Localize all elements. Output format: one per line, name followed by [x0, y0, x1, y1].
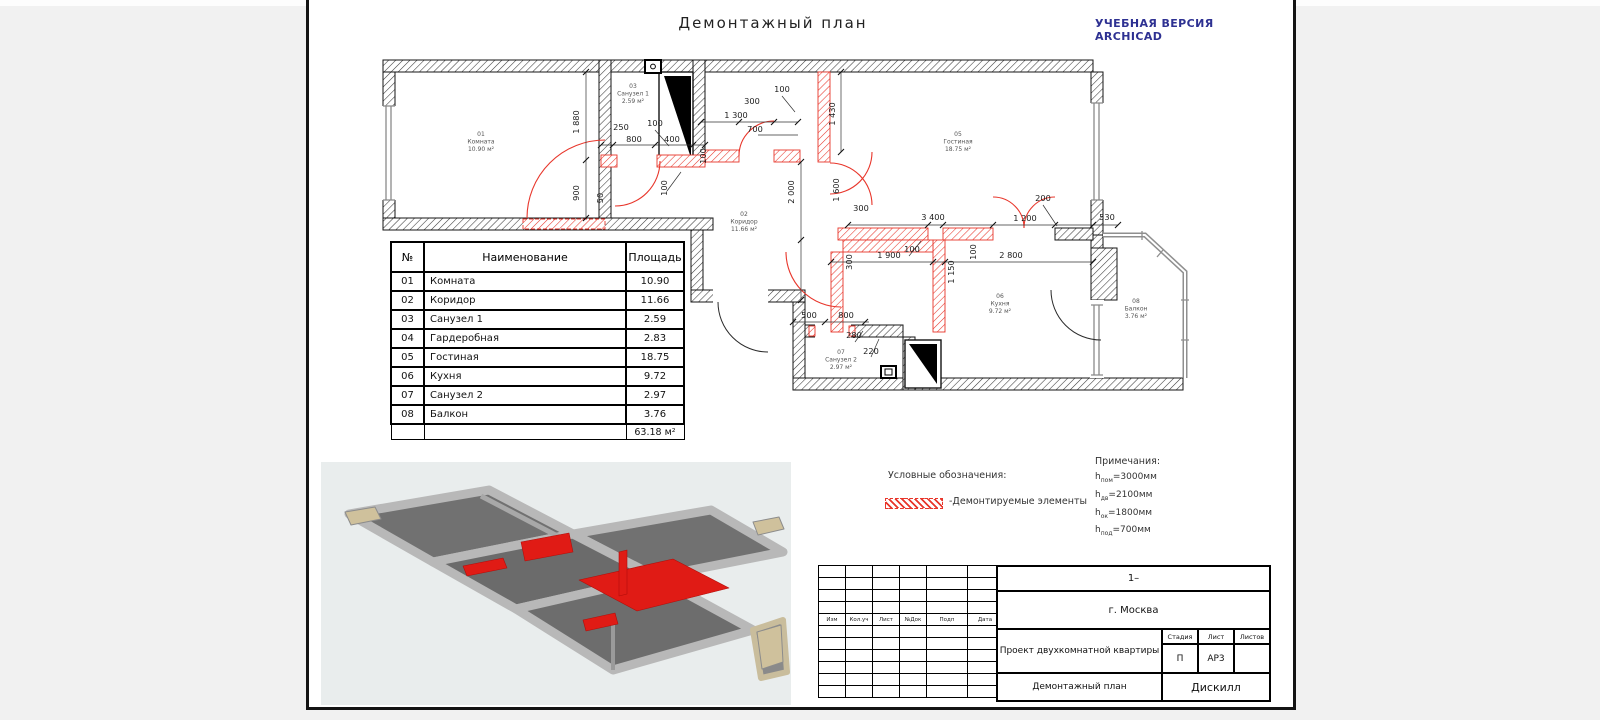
table-row [391, 310, 684, 329]
rev-header-cell: Изм [819, 614, 846, 626]
rev-empty-cell [819, 578, 846, 590]
rev-header-cell: Кол.уч [846, 614, 873, 626]
rev-empty-cell [819, 638, 846, 650]
rev-empty-cell [927, 686, 968, 698]
table-cell-name: Кухня [424, 367, 626, 386]
rev-empty-cell [900, 590, 927, 602]
dimension-label: 1 900 [877, 250, 901, 260]
rev-empty-cell [900, 566, 927, 578]
sheets-value-cell [1233, 643, 1271, 674]
rev-empty-cell [900, 674, 927, 686]
rev-empty-cell [927, 662, 968, 674]
table-cell-name: Комната [424, 272, 626, 291]
rev-empty-cell [846, 686, 873, 698]
dimension-label: 100 [647, 118, 663, 128]
rev-empty-cell [819, 626, 846, 638]
legend-demolition-label: -Демонтируемые элементы [949, 496, 1088, 507]
rev-empty-cell [873, 686, 900, 698]
rev-empty-cell [927, 578, 968, 590]
rev-empty-cell [846, 590, 873, 602]
rev-empty-cell [846, 578, 873, 590]
dimension-label: 500 [801, 310, 817, 320]
table-cell-num: 07 [391, 386, 424, 405]
table-row [391, 272, 684, 291]
table-row [391, 405, 684, 424]
dimension-label: 300 [744, 96, 760, 106]
dimension-label: 250 [613, 122, 629, 132]
room-label: 05 Гостиная 18.75 м² [943, 131, 973, 153]
dimension-label: 2 800 [999, 250, 1023, 260]
rooms-table [390, 241, 685, 440]
title-block [818, 565, 1271, 702]
city-cell: г. Москва [996, 590, 1271, 630]
rev-empty-cell [900, 638, 927, 650]
table-cell-name: Балкон [424, 405, 626, 424]
notes-list [1095, 470, 1157, 541]
dimension-label: 220 [863, 346, 879, 356]
col-header-name: Наименование [424, 242, 626, 272]
rev-empty-cell [900, 686, 927, 698]
rev-empty-cell [819, 602, 846, 614]
rev-empty-cell [927, 602, 968, 614]
table-cell-area: 2.59 [626, 310, 684, 329]
room-label: 02 Коридор 11.66 м² [730, 211, 758, 233]
dimension-label: 50 [595, 192, 605, 204]
legend-title: Условные обозначения: [888, 470, 1007, 481]
table-cell-area: 18.75 [626, 348, 684, 367]
rev-empty-cell [846, 650, 873, 662]
dimension-label: 900 [571, 185, 581, 201]
table-cell-area: 11.66 [626, 291, 684, 310]
drawing-sheet [306, 0, 1296, 710]
table-cell-area: 3.76 [626, 405, 684, 424]
rev-empty-cell [846, 638, 873, 650]
project-title-cell: Проект двухкомнатной квартиры [996, 628, 1163, 674]
rev-empty-cell [846, 566, 873, 578]
dimension-label: 400 [664, 134, 680, 144]
rev-empty-cell [927, 674, 968, 686]
note-item: $h_{дв}=2100мм$ [1095, 489, 1153, 502]
dimension-label: 100 [659, 180, 669, 196]
dimension-label: 280 [846, 330, 862, 340]
table-cell-name: Санузел 2 [424, 386, 626, 405]
dimension-label: 1 880 [571, 110, 581, 134]
note-item: $h_{под}=700мм$ [1095, 525, 1151, 538]
dimension-label: 3 400 [921, 212, 945, 222]
dimension-label: 100 [698, 148, 708, 164]
table-cell-area: 2.97 [626, 386, 684, 405]
dimension-label: 1 430 [827, 102, 837, 126]
table-cell-name: Коридор [424, 291, 626, 310]
dimension-label: 200 [1035, 193, 1051, 203]
rev-empty-cell [846, 662, 873, 674]
room-label: 06 Кухня 9.72 м² [988, 293, 1012, 315]
sheet-value-cell: АР3 [1197, 643, 1235, 674]
sheet-code-cell: 1– [996, 565, 1271, 592]
rev-empty-cell [846, 674, 873, 686]
dimension-label: 1 600 [831, 178, 841, 202]
rev-empty-cell [819, 566, 846, 578]
rev-empty-cell [819, 662, 846, 674]
table-cell-num: 06 [391, 367, 424, 386]
rev-empty-cell [900, 650, 927, 662]
note-item: $h_{пом}=3000мм$ [1095, 472, 1157, 484]
col-header-num: № [391, 242, 424, 272]
rev-empty-cell [819, 674, 846, 686]
table-cell-area: 10.90 [626, 272, 684, 291]
rev-empty-cell [927, 566, 968, 578]
rev-empty-cell [927, 650, 968, 662]
dimension-label: 800 [626, 134, 642, 144]
table-row [391, 291, 684, 310]
rev-empty-cell [873, 662, 900, 674]
dimension-label: 300 [853, 203, 869, 213]
dimension-label: 700 [747, 124, 763, 134]
rev-empty-cell [927, 590, 968, 602]
dimension-label: 300 [844, 254, 854, 270]
rev-empty-cell [873, 674, 900, 686]
dimension-label: 100 [904, 244, 920, 254]
note-item: $h_{ок}=1800мм$ [1095, 507, 1153, 520]
table-cell-name: Санузел 1 [424, 310, 626, 329]
sheet-label-cell: Лист [1197, 628, 1235, 645]
rev-empty-cell [873, 578, 900, 590]
axonometric-3d-view [321, 462, 791, 705]
rev-empty-cell [900, 578, 927, 590]
dimension-label: 100 [968, 244, 978, 260]
table-cell-area: 2.83 [626, 329, 684, 348]
table-cell-num: 01 [391, 272, 424, 291]
dimension-label: 1 200 [1013, 213, 1037, 223]
dimension-label: 100 [774, 84, 790, 94]
page-title: Демонтажный план [678, 14, 868, 32]
dimension-label: 1 300 [724, 110, 748, 120]
rev-empty-cell [900, 602, 927, 614]
table-cell-num: 03 [391, 310, 424, 329]
table-cell-num: 05 [391, 348, 424, 367]
rev-header-cell: №Док [900, 614, 927, 626]
table-cell-num: 02 [391, 291, 424, 310]
educational-version-watermark: УЧЕБНАЯ ВЕРСИЯ ARCHICAD [1095, 17, 1214, 43]
sheets-label-cell: Листов [1233, 628, 1271, 645]
rev-empty-cell [927, 638, 968, 650]
table-cell-name: Гостиная [424, 348, 626, 367]
company-cell: Дискилл [1161, 672, 1271, 702]
rev-empty-cell [900, 626, 927, 638]
table-header-row [391, 242, 684, 272]
rev-empty-cell [819, 590, 846, 602]
rev-empty-cell [819, 650, 846, 662]
stage-label-cell: Стадия [1161, 628, 1199, 645]
table-row [391, 348, 684, 367]
stage-value-cell: П [1161, 643, 1199, 674]
room-label: 08 Балкон 3.76 м² [1124, 298, 1148, 320]
dimension-label: 530 [1099, 212, 1115, 222]
rev-empty-cell [927, 626, 968, 638]
table-cell-num: 04 [391, 329, 424, 348]
rev-header-cell: Дата [968, 614, 1003, 626]
table-row [391, 329, 684, 348]
doc-title-cell: Демонтажный план [996, 672, 1163, 702]
rooms-table-body [391, 272, 684, 424]
rev-empty-cell [873, 566, 900, 578]
rev-empty-cell [873, 626, 900, 638]
rev-empty-cell [873, 602, 900, 614]
rev-empty-cell [900, 662, 927, 674]
rev-header-cell: Подп [927, 614, 968, 626]
room-label: 07 Санузел 2 2.97 м² [825, 349, 857, 371]
rev-empty-cell [873, 590, 900, 602]
dimension-label: 2 000 [786, 180, 796, 204]
table-total-row [391, 424, 684, 440]
room-label: 03 Санузел 1 2.59 м² [617, 83, 649, 105]
rev-empty-cell [846, 626, 873, 638]
table-cell-area: 9.72 [626, 367, 684, 386]
rev-empty-cell [873, 650, 900, 662]
room-label: 01 Комната 10.90 м² [467, 131, 495, 153]
demolition-swatch [885, 498, 943, 509]
rev-header-cell: Лист [873, 614, 900, 626]
rev-empty-cell [819, 686, 846, 698]
rev-empty-cell [846, 602, 873, 614]
dimension-label: 1 150 [946, 260, 956, 284]
revision-grid [818, 565, 1003, 698]
table-cell-num: 08 [391, 405, 424, 424]
dimension-label: 800 [838, 310, 854, 320]
table-cell-name: Гардеробная [424, 329, 626, 348]
col-header-area: Площадь [626, 242, 684, 272]
table-row [391, 386, 684, 405]
total-area: 63.18 м² [626, 424, 684, 440]
table-row [391, 367, 684, 386]
notes-title: Примечания: [1095, 456, 1161, 467]
rev-empty-cell [873, 638, 900, 650]
